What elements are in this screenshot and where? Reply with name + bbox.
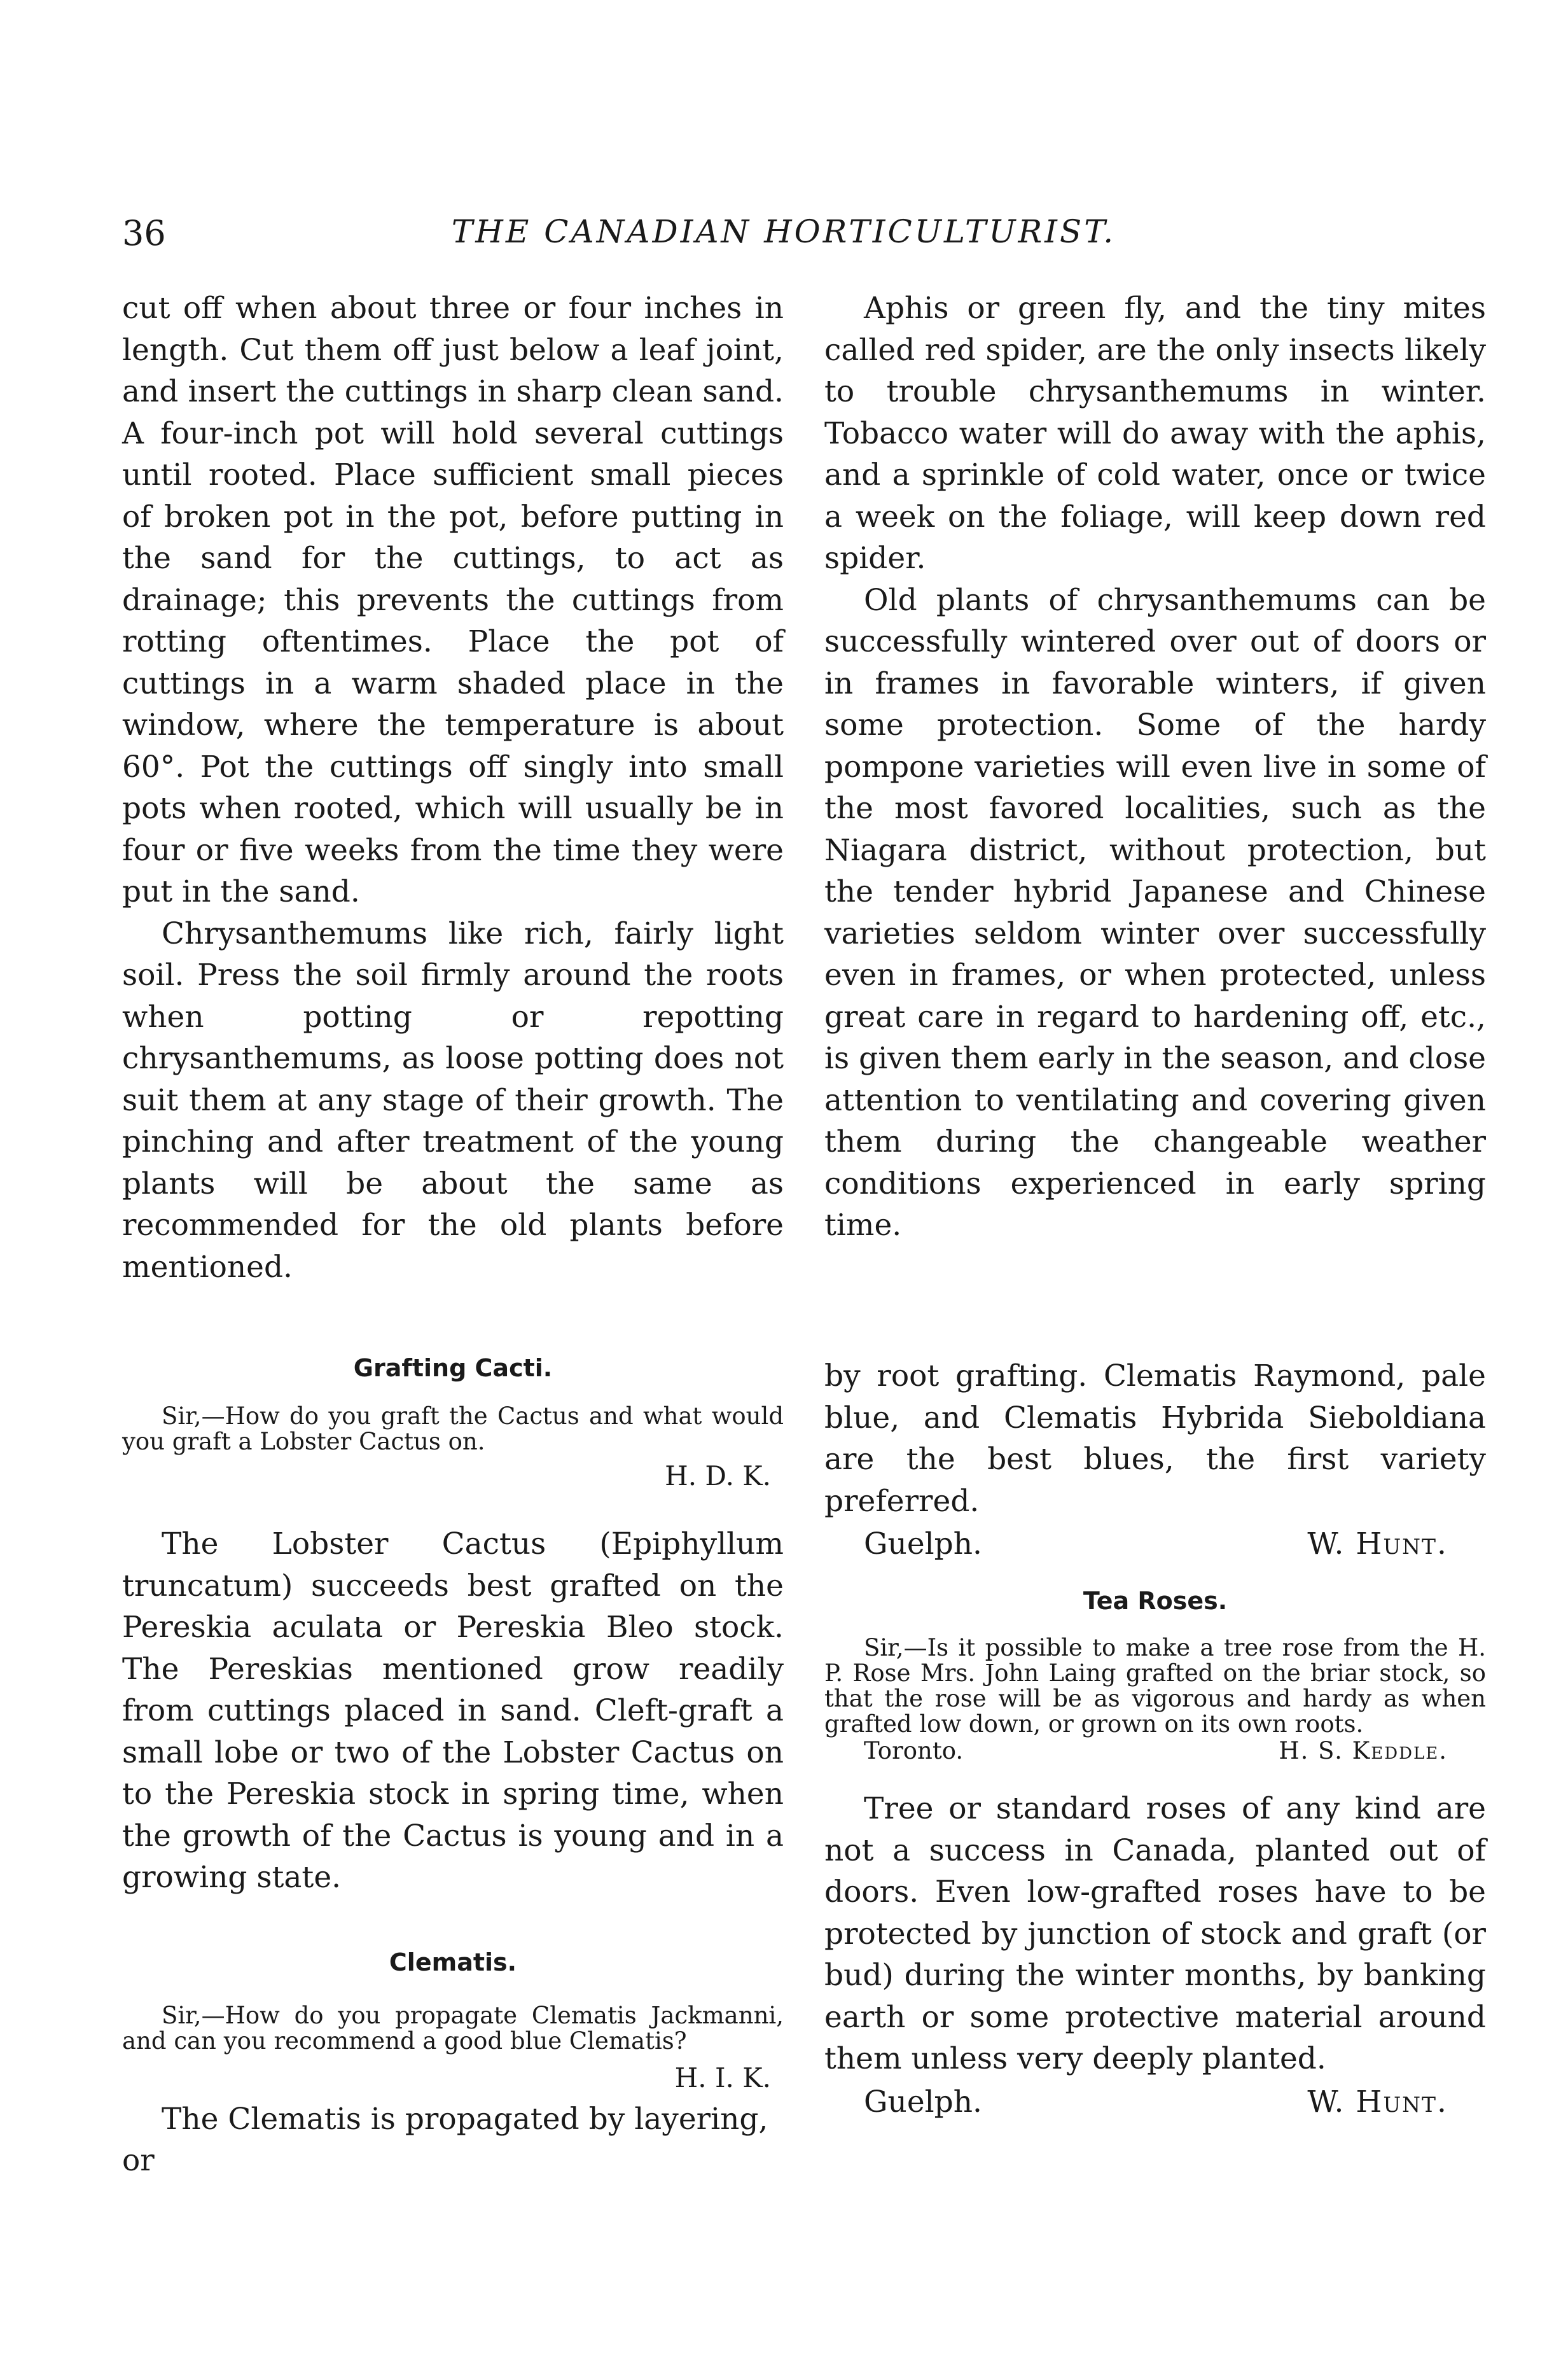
place: Toronto. xyxy=(864,1737,964,1764)
author-line xyxy=(824,1525,1486,1564)
author-line xyxy=(824,2083,1486,2122)
place: Guelph. xyxy=(864,2084,982,2119)
bottom-right-column xyxy=(824,1355,1486,2122)
letter-signature: H. S. Keddle. xyxy=(1279,1737,1448,1764)
letter-signature: H. I. K. xyxy=(674,2062,771,2093)
article-heading: Clematis. xyxy=(389,1948,517,1976)
page-number: 36 xyxy=(122,213,166,253)
answer-continued: by root grafting. Clematis Raymond, pale blue, and Clematis Hybrida Sieboldiana are the best blues, the first variety preferred. xyxy=(824,1358,1486,1519)
answer: The Lobster Cactus (Epiphyllum truncatum) succeeds best grafted on the Pereskia aculata or Pereskia Bleo stock. The Pereskias mentioned grow readily from cuttings placed in sand. Cleft-graft a small lobe or two of the Lobster Cactus on to the Pereskia stock in spring time, when the growth of the Cactus is young and in a growing state. xyxy=(122,1526,784,1895)
article-heading: Tea Roses. xyxy=(1083,1587,1228,1615)
grafting-cacti-article xyxy=(122,1349,784,1899)
article-heading: Grafting Cacti. xyxy=(353,1354,553,1382)
letter-signature-line xyxy=(824,1737,1486,1765)
clematis-article xyxy=(122,1943,784,2182)
page-header xyxy=(122,213,1445,258)
bottom-left-column xyxy=(122,1349,784,2182)
author-name: W. Hunt. xyxy=(1307,1526,1448,1561)
reader-letter: Sir,—Is it possible to make a tree rose from the H. P. Rose Mrs. John Laing grafted on the briar stock, so that the rose will be as vigorous and hardy as when grafted low down, or grown on its own roots. xyxy=(824,1634,1486,1738)
top-left-column xyxy=(122,288,784,1288)
paragraph: Aphis or green fly, and the tiny mites called red spider, are the only insects likely to trouble chrysanthemums in winter. Tobacco water will do away with the aphis, and a sprinkle of cold water, once or twice a week on the foliage, will keep down red spider. xyxy=(824,291,1486,576)
place: Guelph. xyxy=(864,1526,982,1561)
letter-signature: H. D. K. xyxy=(665,1460,771,1491)
paragraph: Old plants of chrysanthemums can be successfully wintered over out of doors or in frames in favorable winters, if given some protection. Some of the hardy pompone varieties will even live in some of the most favored localities, such as the Niagara district, without protection, but the tender hybrid Japanese and Chinese varieties seldom winter over successfully even in frames, or when protected, unless great care in regard to hardening off, etc., is given them early in the season, and close attention to ventilating and covering given them during the changeable weather conditions experienced in early spring time. xyxy=(824,582,1486,1243)
running-title: THE CANADIAN HORTICULTURIST. xyxy=(451,213,1116,250)
reader-letter: Sir,—How do you propagate Clematis Jackmanni, and can you recommend a good blue Clematis? xyxy=(122,2001,784,2055)
top-right-column xyxy=(824,288,1486,1246)
answer: Tree or standard roses of any kind are not a success in Canada, planted out of doors. Even low-grafted roses have to be protected by junction of stock and graft (or bud) during the winter months, by banking earth or some protective material around them unless very deeply planted. xyxy=(824,1791,1486,2076)
author-name: W. Hunt. xyxy=(1307,2084,1448,2119)
paragraph: Chrysanthemums like rich, fairly light soil. Press the soil firmly around the roots when potting or repotting chrysanthemums, as loose potting does not suit them at any stage of their growth. The pinching and after treatment of the young plants will be about the same as recommended for the old plants before mentioned. xyxy=(122,916,784,1285)
reader-letter: Sir,—How do you graft the Cactus and what would you graft a Lobster Cactus on. xyxy=(122,1402,784,1455)
answer: The Clematis is propagated by layering, or xyxy=(122,2101,768,2178)
paragraph: cut off when about three or four inches in length. Cut them off just below a leaf joint, and insert the cuttings in sharp clean sand. A four-inch pot will hold several cuttings until rooted. Place sufficient small pieces of broken pot in the pot, before putting in the sand for the cuttings, to act as drainage; this prevents the cuttings from rotting oftentimes. Place the pot of cuttings in a warm shaded place in the window, where the temperature is about 60°. Pot the cuttings off singly into small pots when rooted, which will usually be in four or five weeks from the time they were put in the sand. xyxy=(122,291,784,909)
tea-roses-article xyxy=(824,1582,1486,2122)
